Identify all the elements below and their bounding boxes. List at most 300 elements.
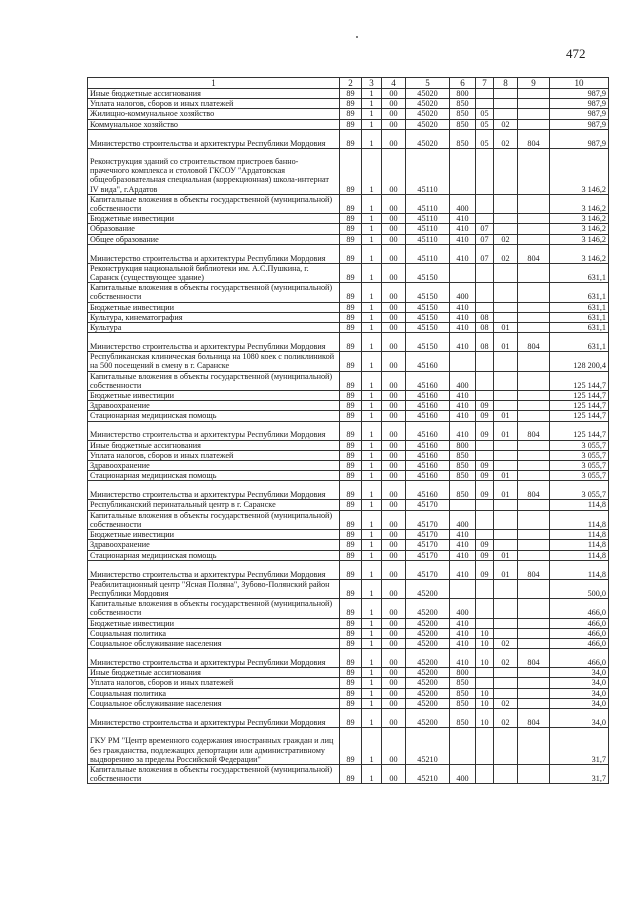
amount-cell: 34,0 <box>550 698 609 708</box>
row-name-cell: Стационарная медицинская помощь <box>88 471 340 481</box>
section-code-cell: 89 <box>340 371 362 390</box>
subsection-cell <box>494 312 518 322</box>
amount-cell: 128 200,4 <box>550 352 609 371</box>
amount-cell: 3 055,7 <box>550 471 609 481</box>
program-code-cell: 1 <box>362 391 382 401</box>
table-row <box>88 727 609 764</box>
section-cell <box>476 302 494 312</box>
subsection-cell: 02 <box>494 708 518 727</box>
ministry-code-cell <box>518 638 550 648</box>
subsection-cell <box>494 214 518 224</box>
header-row <box>88 78 609 89</box>
section-code-cell: 89 <box>340 214 362 224</box>
target-article-cell: 45150 <box>406 312 450 322</box>
ministry-code-cell <box>518 401 550 411</box>
program-code-cell: 1 <box>362 323 382 333</box>
section-code-cell: 89 <box>340 668 362 678</box>
section-cell <box>476 352 494 371</box>
expense-type-cell: 850 <box>450 678 476 688</box>
ministry-code-cell <box>518 764 550 783</box>
row-name-cell: Социальное обслуживание населения <box>88 638 340 648</box>
amount-cell: 987,9 <box>550 109 609 119</box>
header-cell: 9 <box>518 78 550 89</box>
section-code-cell: 89 <box>340 708 362 727</box>
subprogram-code-cell: 00 <box>382 550 406 560</box>
expense-type-cell: 410 <box>450 618 476 628</box>
table-row <box>88 599 609 618</box>
expense-type-cell: 410 <box>450 638 476 648</box>
row-name-cell: Здравоохранение <box>88 401 340 411</box>
section-cell <box>476 618 494 628</box>
subprogram-code-cell: 00 <box>382 109 406 119</box>
table-row <box>88 234 609 244</box>
table-row <box>88 283 609 302</box>
section-cell: 07 <box>476 234 494 244</box>
amount-cell: 631,1 <box>550 283 609 302</box>
header-cell: 3 <box>362 78 382 89</box>
subsection-cell <box>494 668 518 678</box>
section-cell: 10 <box>476 708 494 727</box>
table-row <box>88 510 609 529</box>
amount-cell: 3 055,7 <box>550 461 609 471</box>
subprogram-code-cell: 00 <box>382 323 406 333</box>
section-code-cell: 89 <box>340 471 362 481</box>
table-row <box>88 471 609 481</box>
amount-cell: 31,7 <box>550 727 609 764</box>
row-name-cell: Министерство строительства и архитектуры Республики Мордовия <box>88 333 340 352</box>
amount-cell: 114,8 <box>550 540 609 550</box>
program-code-cell: 1 <box>362 530 382 540</box>
ministry-code-cell <box>518 461 550 471</box>
expense-type-cell: 410 <box>450 540 476 550</box>
table-row <box>88 302 609 312</box>
program-code-cell: 1 <box>362 333 382 352</box>
subsection-cell <box>494 530 518 540</box>
subprogram-code-cell: 00 <box>382 244 406 263</box>
target-article-cell: 45160 <box>406 352 450 371</box>
amount-cell: 34,0 <box>550 708 609 727</box>
section-code-cell: 89 <box>340 89 362 99</box>
section-cell: 05 <box>476 119 494 129</box>
amount-cell: 125 144,7 <box>550 421 609 440</box>
amount-cell: 631,1 <box>550 312 609 322</box>
subsection-cell <box>494 263 518 282</box>
target-article-cell: 45110 <box>406 244 450 263</box>
table-body <box>88 78 609 784</box>
section-code-cell: 89 <box>340 411 362 421</box>
section-cell: 09 <box>476 550 494 560</box>
header-cell: 10 <box>550 78 609 89</box>
section-cell: 10 <box>476 649 494 668</box>
subprogram-code-cell: 00 <box>382 224 406 234</box>
program-code-cell: 1 <box>362 119 382 129</box>
section-code-cell: 89 <box>340 283 362 302</box>
program-code-cell: 1 <box>362 628 382 638</box>
amount-cell: 3 146,2 <box>550 224 609 234</box>
row-name-cell: Капитальные вложения в объекты государственной (муниципальной) собственности <box>88 194 340 213</box>
table-row <box>88 119 609 129</box>
section-cell <box>476 89 494 99</box>
section-code-cell: 89 <box>340 148 362 194</box>
section-code-cell: 89 <box>340 764 362 783</box>
row-name-cell: Культура, кинематография <box>88 312 340 322</box>
table-row <box>88 391 609 401</box>
program-code-cell: 1 <box>362 764 382 783</box>
ministry-code-cell: 804 <box>518 560 550 579</box>
amount-cell: 466,0 <box>550 618 609 628</box>
target-article-cell: 45110 <box>406 148 450 194</box>
subprogram-code-cell: 00 <box>382 628 406 638</box>
subprogram-code-cell: 00 <box>382 234 406 244</box>
ministry-code-cell <box>518 371 550 390</box>
expense-type-cell: 410 <box>450 224 476 234</box>
table-row <box>88 129 609 148</box>
section-cell: 10 <box>476 688 494 698</box>
program-code-cell: 1 <box>362 678 382 688</box>
header-cell: 7 <box>476 78 494 89</box>
row-name-cell: Стационарная медицинская помощь <box>88 550 340 560</box>
subprogram-code-cell: 00 <box>382 214 406 224</box>
subprogram-code-cell: 00 <box>382 698 406 708</box>
row-name-cell: Реабилитационный центр "Ясная Поляна", Зубово-Полянский район Республики Мордовия <box>88 579 340 598</box>
expense-type-cell: 410 <box>450 401 476 411</box>
program-code-cell: 1 <box>362 550 382 560</box>
subprogram-code-cell: 00 <box>382 727 406 764</box>
amount-cell: 987,9 <box>550 129 609 148</box>
row-name-cell: Уплата налогов, сборов и иных платежей <box>88 450 340 460</box>
subprogram-code-cell: 00 <box>382 481 406 500</box>
section-cell <box>476 579 494 598</box>
row-name-cell: Министерство строительства и архитектуры Республики Мордовия <box>88 129 340 148</box>
program-code-cell: 1 <box>362 411 382 421</box>
subsection-cell: 01 <box>494 421 518 440</box>
ministry-code-cell <box>518 148 550 194</box>
expense-type-cell <box>450 352 476 371</box>
ministry-code-cell <box>518 411 550 421</box>
expense-type-cell: 850 <box>450 99 476 109</box>
expense-type-cell: 800 <box>450 440 476 450</box>
ministry-code-cell <box>518 323 550 333</box>
amount-cell: 466,0 <box>550 649 609 668</box>
amount-cell: 466,0 <box>550 599 609 618</box>
subsection-cell <box>494 540 518 550</box>
target-article-cell: 45200 <box>406 618 450 628</box>
row-name-cell: Министерство строительства и архитектуры Республики Мордовия <box>88 649 340 668</box>
header-cell: 8 <box>494 78 518 89</box>
expense-type-cell: 400 <box>450 371 476 390</box>
amount-cell: 31,7 <box>550 764 609 783</box>
target-article-cell: 45160 <box>406 440 450 450</box>
amount-cell: 500,0 <box>550 579 609 598</box>
table-row <box>88 560 609 579</box>
target-article-cell: 45150 <box>406 302 450 312</box>
amount-cell: 125 144,7 <box>550 401 609 411</box>
program-code-cell: 1 <box>362 471 382 481</box>
section-code-cell: 89 <box>340 599 362 618</box>
expense-type-cell: 410 <box>450 302 476 312</box>
target-article-cell: 45170 <box>406 560 450 579</box>
expense-type-cell: 400 <box>450 599 476 618</box>
subsection-cell <box>494 352 518 371</box>
program-code-cell: 1 <box>362 421 382 440</box>
section-cell <box>476 500 494 510</box>
subsection-cell: 01 <box>494 560 518 579</box>
section-code-cell: 89 <box>340 628 362 638</box>
amount-cell: 987,9 <box>550 99 609 109</box>
subsection-cell: 01 <box>494 323 518 333</box>
section-cell <box>476 510 494 529</box>
header-cell: 1 <box>88 78 340 89</box>
header-cell: 5 <box>406 78 450 89</box>
amount-cell: 114,8 <box>550 530 609 540</box>
expense-type-cell: 800 <box>450 89 476 99</box>
amount-cell: 3 055,7 <box>550 440 609 450</box>
table-row <box>88 333 609 352</box>
section-cell: 05 <box>476 109 494 119</box>
subprogram-code-cell: 00 <box>382 263 406 282</box>
row-name-cell: Капитальные вложения в объекты государственной (муниципальной) собственности <box>88 510 340 529</box>
ministry-code-cell <box>518 540 550 550</box>
expense-type-cell: 400 <box>450 283 476 302</box>
table-row <box>88 764 609 783</box>
row-name-cell: Бюджетные инвестиции <box>88 618 340 628</box>
section-code-cell: 89 <box>340 391 362 401</box>
subprogram-code-cell: 00 <box>382 99 406 109</box>
row-name-cell: Культура <box>88 323 340 333</box>
subsection-cell: 02 <box>494 244 518 263</box>
amount-cell: 3 146,2 <box>550 194 609 213</box>
table-row <box>88 540 609 550</box>
program-code-cell: 1 <box>362 312 382 322</box>
row-name-cell: ГКУ РМ "Центр временного содержания иностранных граждан и лиц без гражданства, подлежащих депортации или административному выдворению за пределы Российской Федерации" <box>88 727 340 764</box>
ministry-code-cell <box>518 119 550 129</box>
subsection-cell: 01 <box>494 471 518 481</box>
subprogram-code-cell: 00 <box>382 500 406 510</box>
ministry-code-cell <box>518 510 550 529</box>
target-article-cell: 45160 <box>406 471 450 481</box>
subprogram-code-cell: 00 <box>382 421 406 440</box>
subsection-cell: 02 <box>494 649 518 668</box>
target-article-cell: 45160 <box>406 391 450 401</box>
program-code-cell: 1 <box>362 244 382 263</box>
amount-cell: 3 055,7 <box>550 450 609 460</box>
ministry-code-cell: 804 <box>518 481 550 500</box>
subprogram-code-cell: 00 <box>382 649 406 668</box>
section-code-cell: 89 <box>340 550 362 560</box>
subsection-cell <box>494 99 518 109</box>
row-name-cell: Капитальные вложения в объекты государственной (муниципальной) собственности <box>88 371 340 390</box>
ministry-code-cell: 804 <box>518 708 550 727</box>
section-code-cell: 89 <box>340 510 362 529</box>
expense-type-cell <box>450 148 476 194</box>
table-row <box>88 421 609 440</box>
section-cell <box>476 450 494 460</box>
table-row <box>88 500 609 510</box>
subprogram-code-cell: 00 <box>382 440 406 450</box>
expense-type-cell: 410 <box>450 234 476 244</box>
program-code-cell: 1 <box>362 638 382 648</box>
target-article-cell: 45200 <box>406 678 450 688</box>
table-row <box>88 323 609 333</box>
row-name-cell: Реконструкция национальной библиотеки им. А.С.Пушкина, г. Саранск (существующее здание) <box>88 263 340 282</box>
table-row <box>88 214 609 224</box>
amount-cell: 631,1 <box>550 333 609 352</box>
section-code-cell: 89 <box>340 302 362 312</box>
target-article-cell: 45200 <box>406 708 450 727</box>
subsection-cell: 02 <box>494 698 518 708</box>
section-cell: 05 <box>476 129 494 148</box>
section-cell <box>476 371 494 390</box>
section-cell: 09 <box>476 471 494 481</box>
subprogram-code-cell: 00 <box>382 411 406 421</box>
table-row <box>88 148 609 194</box>
section-code-cell: 89 <box>340 109 362 119</box>
section-code-cell: 89 <box>340 450 362 460</box>
section-cell: 09 <box>476 540 494 550</box>
row-name-cell: Бюджетные инвестиции <box>88 214 340 224</box>
section-code-cell: 89 <box>340 312 362 322</box>
program-code-cell: 1 <box>362 698 382 708</box>
subsection-cell <box>494 89 518 99</box>
table-row <box>88 668 609 678</box>
table-row <box>88 109 609 119</box>
row-name-cell: Министерство строительства и архитектуры Республики Мордовия <box>88 708 340 727</box>
program-code-cell: 1 <box>362 481 382 500</box>
subprogram-code-cell: 00 <box>382 678 406 688</box>
subsection-cell <box>494 302 518 312</box>
subsection-cell <box>494 510 518 529</box>
subsection-cell <box>494 628 518 638</box>
target-article-cell: 45170 <box>406 510 450 529</box>
amount-cell: 987,9 <box>550 89 609 99</box>
section-cell: 10 <box>476 638 494 648</box>
expense-type-cell: 410 <box>450 649 476 668</box>
section-code-cell: 89 <box>340 540 362 550</box>
expense-type-cell: 410 <box>450 323 476 333</box>
subsection-cell <box>494 764 518 783</box>
row-name-cell: Социальное обслуживание населения <box>88 698 340 708</box>
section-cell <box>476 764 494 783</box>
section-cell: 07 <box>476 224 494 234</box>
amount-cell: 114,8 <box>550 560 609 579</box>
program-code-cell: 1 <box>362 214 382 224</box>
ministry-code-cell <box>518 579 550 598</box>
section-cell <box>476 148 494 194</box>
subprogram-code-cell: 00 <box>382 119 406 129</box>
amount-cell: 466,0 <box>550 638 609 648</box>
section-code-cell: 89 <box>340 194 362 213</box>
row-name-cell: Уплата налогов, сборов и иных платежей <box>88 678 340 688</box>
section-code-cell: 89 <box>340 244 362 263</box>
expense-type-cell: 410 <box>450 530 476 540</box>
section-cell <box>476 599 494 618</box>
expense-type-cell: 850 <box>450 119 476 129</box>
row-name-cell: Иные бюджетные ассигнования <box>88 668 340 678</box>
target-article-cell: 45150 <box>406 333 450 352</box>
amount-cell: 631,1 <box>550 302 609 312</box>
target-article-cell: 45020 <box>406 89 450 99</box>
amount-cell: 3 146,2 <box>550 244 609 263</box>
expense-type-cell <box>450 500 476 510</box>
ministry-code-cell <box>518 500 550 510</box>
expense-type-cell: 850 <box>450 708 476 727</box>
section-cell: 08 <box>476 312 494 322</box>
row-name-cell: Министерство строительства и архитектуры Республики Мордовия <box>88 560 340 579</box>
ministry-code-cell <box>518 628 550 638</box>
section-cell <box>476 440 494 450</box>
program-code-cell: 1 <box>362 234 382 244</box>
subsection-cell: 01 <box>494 411 518 421</box>
table-row <box>88 530 609 540</box>
subsection-cell <box>494 391 518 401</box>
amount-cell: 3 146,2 <box>550 234 609 244</box>
subprogram-code-cell: 00 <box>382 708 406 727</box>
row-name-cell: Здравоохранение <box>88 540 340 550</box>
target-article-cell: 45020 <box>406 109 450 119</box>
program-code-cell: 1 <box>362 129 382 148</box>
subprogram-code-cell: 00 <box>382 352 406 371</box>
expense-type-cell <box>450 727 476 764</box>
section-code-cell: 89 <box>340 333 362 352</box>
expense-type-cell: 410 <box>450 421 476 440</box>
target-article-cell: 45020 <box>406 129 450 148</box>
target-article-cell: 45170 <box>406 540 450 550</box>
row-name-cell: Жилищно-коммунальное хозяйство <box>88 109 340 119</box>
section-code-cell: 89 <box>340 234 362 244</box>
section-code-cell: 89 <box>340 352 362 371</box>
ministry-code-cell <box>518 194 550 213</box>
subprogram-code-cell: 00 <box>382 148 406 194</box>
table-row <box>88 89 609 99</box>
section-code-cell: 89 <box>340 500 362 510</box>
subprogram-code-cell: 00 <box>382 688 406 698</box>
ministry-code-cell <box>518 263 550 282</box>
target-article-cell: 45020 <box>406 99 450 109</box>
target-article-cell: 45200 <box>406 668 450 678</box>
subprogram-code-cell: 00 <box>382 530 406 540</box>
target-article-cell: 45110 <box>406 194 450 213</box>
program-code-cell: 1 <box>362 540 382 550</box>
amount-cell: 466,0 <box>550 628 609 638</box>
subprogram-code-cell: 00 <box>382 89 406 99</box>
target-article-cell: 45170 <box>406 530 450 540</box>
scan-speck <box>356 36 358 38</box>
program-code-cell: 1 <box>362 461 382 471</box>
section-cell: 09 <box>476 401 494 411</box>
target-article-cell: 45200 <box>406 649 450 668</box>
subsection-cell <box>494 109 518 119</box>
row-name-cell: Иные бюджетные ассигнования <box>88 440 340 450</box>
amount-cell: 34,0 <box>550 688 609 698</box>
target-article-cell: 45150 <box>406 283 450 302</box>
program-code-cell: 1 <box>362 560 382 579</box>
row-name-cell: Уплата налогов, сборов и иных платежей <box>88 99 340 109</box>
section-cell: 10 <box>476 628 494 638</box>
section-cell <box>476 214 494 224</box>
row-name-cell: Республиканский перинатальный центр в г. Саранске <box>88 500 340 510</box>
table-row <box>88 618 609 628</box>
amount-cell: 125 144,7 <box>550 371 609 390</box>
table-row <box>88 263 609 282</box>
section-code-cell: 89 <box>340 579 362 598</box>
section-code-cell: 89 <box>340 649 362 668</box>
ministry-code-cell <box>518 99 550 109</box>
subsection-cell <box>494 461 518 471</box>
ministry-code-cell <box>518 391 550 401</box>
section-code-cell: 89 <box>340 119 362 129</box>
expense-type-cell: 850 <box>450 471 476 481</box>
target-article-cell: 45170 <box>406 500 450 510</box>
